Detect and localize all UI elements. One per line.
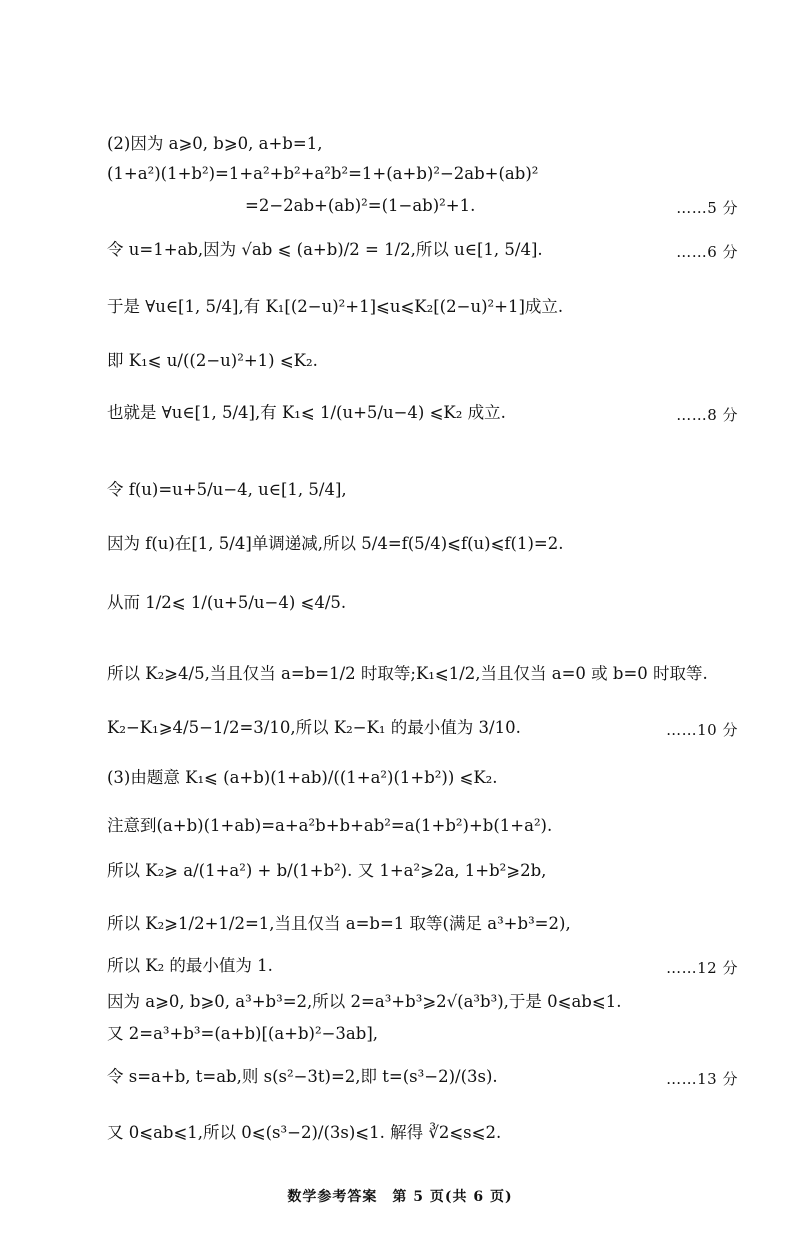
solution-line: (1+a²)(1+b²)=1+a²+b²+a²b²=1+(a+b)²−2ab+(ab)² — [107, 164, 539, 183]
solution-line: 因为 a⩾0, b⩾0, a³+b³=2,所以 2=a³+b³⩾2√(a³b³),于是 0⩽ab⩽1. — [107, 992, 622, 1011]
solution-line: 又 0⩽ab⩽1,所以 0⩽(s³−2)/(3s)⩽1. 解得 ∛2⩽s⩽2. — [107, 1123, 502, 1142]
solution-line: 所以 K₂ 的最小值为 1. — [107, 956, 273, 975]
solution-line: K₂−K₁⩾4/5−1/2=3/10,所以 K₂−K₁ 的最小值为 3/10. — [107, 718, 521, 737]
score-mark: ……5 分 — [676, 199, 738, 217]
score-mark: ……12 分 — [666, 959, 738, 977]
score-mark: ……10 分 — [666, 721, 738, 739]
solution-line: 于是 ∀u∈[1, 5/4],有 K₁[(2−u)²+1]⩽u⩽K₂[(2−u)²+1]成立. — [107, 297, 564, 316]
solution-line: (2)因为 a⩾0, b⩾0, a+b=1, — [107, 134, 323, 153]
solution-line: 令 f(u)=u+5/u−4, u∈[1, 5/4], — [107, 480, 347, 499]
solution-line: 令 s=a+b, t=ab,则 s(s²−3t)=2,即 t=(s³−2)/(3s). — [107, 1067, 498, 1086]
solution-line: 所以 K₂⩾1/2+1/2=1,当且仅当 a=b=1 取等(满足 a³+b³=2), — [107, 914, 571, 933]
solution-line: 从而 1/2⩽ 1/(u+5/u−4) ⩽4/5. — [107, 593, 347, 612]
solution-line: 也就是 ∀u∈[1, 5/4],有 K₁⩽ 1/(u+5/u−4) ⩽K₂ 成立. — [107, 403, 506, 422]
solution-line: 因为 f(u)在[1, 5/4]单调递减,所以 5/4=f(5/4)⩽f(u)⩽f(1)=2. — [107, 534, 564, 553]
solution-line: 注意到(a+b)(1+ab)=a+a²b+b+ab²=a(1+b²)+b(1+a²). — [107, 816, 553, 835]
solution-line: =2−2ab+(ab)²=(1−ab)²+1. — [245, 196, 476, 215]
score-mark: ……6 分 — [676, 243, 738, 261]
score-mark: ……13 分 — [666, 1070, 738, 1088]
solution-line: 所以 K₂⩾ a/(1+a²) + b/(1+b²). 又 1+a²⩾2a, 1+b²⩾2b, — [107, 861, 547, 880]
solution-line: 即 K₁⩽ u/((2−u)²+1) ⩽K₂. — [107, 351, 318, 370]
solution-line: 所以 K₂⩾4/5,当且仅当 a=b=1/2 时取等;K₁⩽1/2,当且仅当 a=0 或 b=0 时取等. — [107, 664, 708, 683]
solution-line: (3)由题意 K₁⩽ (a+b)(1+ab)/((1+a²)(1+b²)) ⩽K₂. — [107, 768, 498, 787]
solution-line: 令 u=1+ab,因为 √ab ⩽ (a+b)/2 = 1/2,所以 u∈[1, 5/4]. — [107, 240, 543, 259]
solution-line: 又 2=a³+b³=(a+b)[(a+b)²−3ab], — [107, 1024, 379, 1043]
score-mark: ……8 分 — [676, 406, 738, 424]
page-footer: 数学参考答案 第 5 页(共 6 页) — [287, 1189, 513, 1205]
